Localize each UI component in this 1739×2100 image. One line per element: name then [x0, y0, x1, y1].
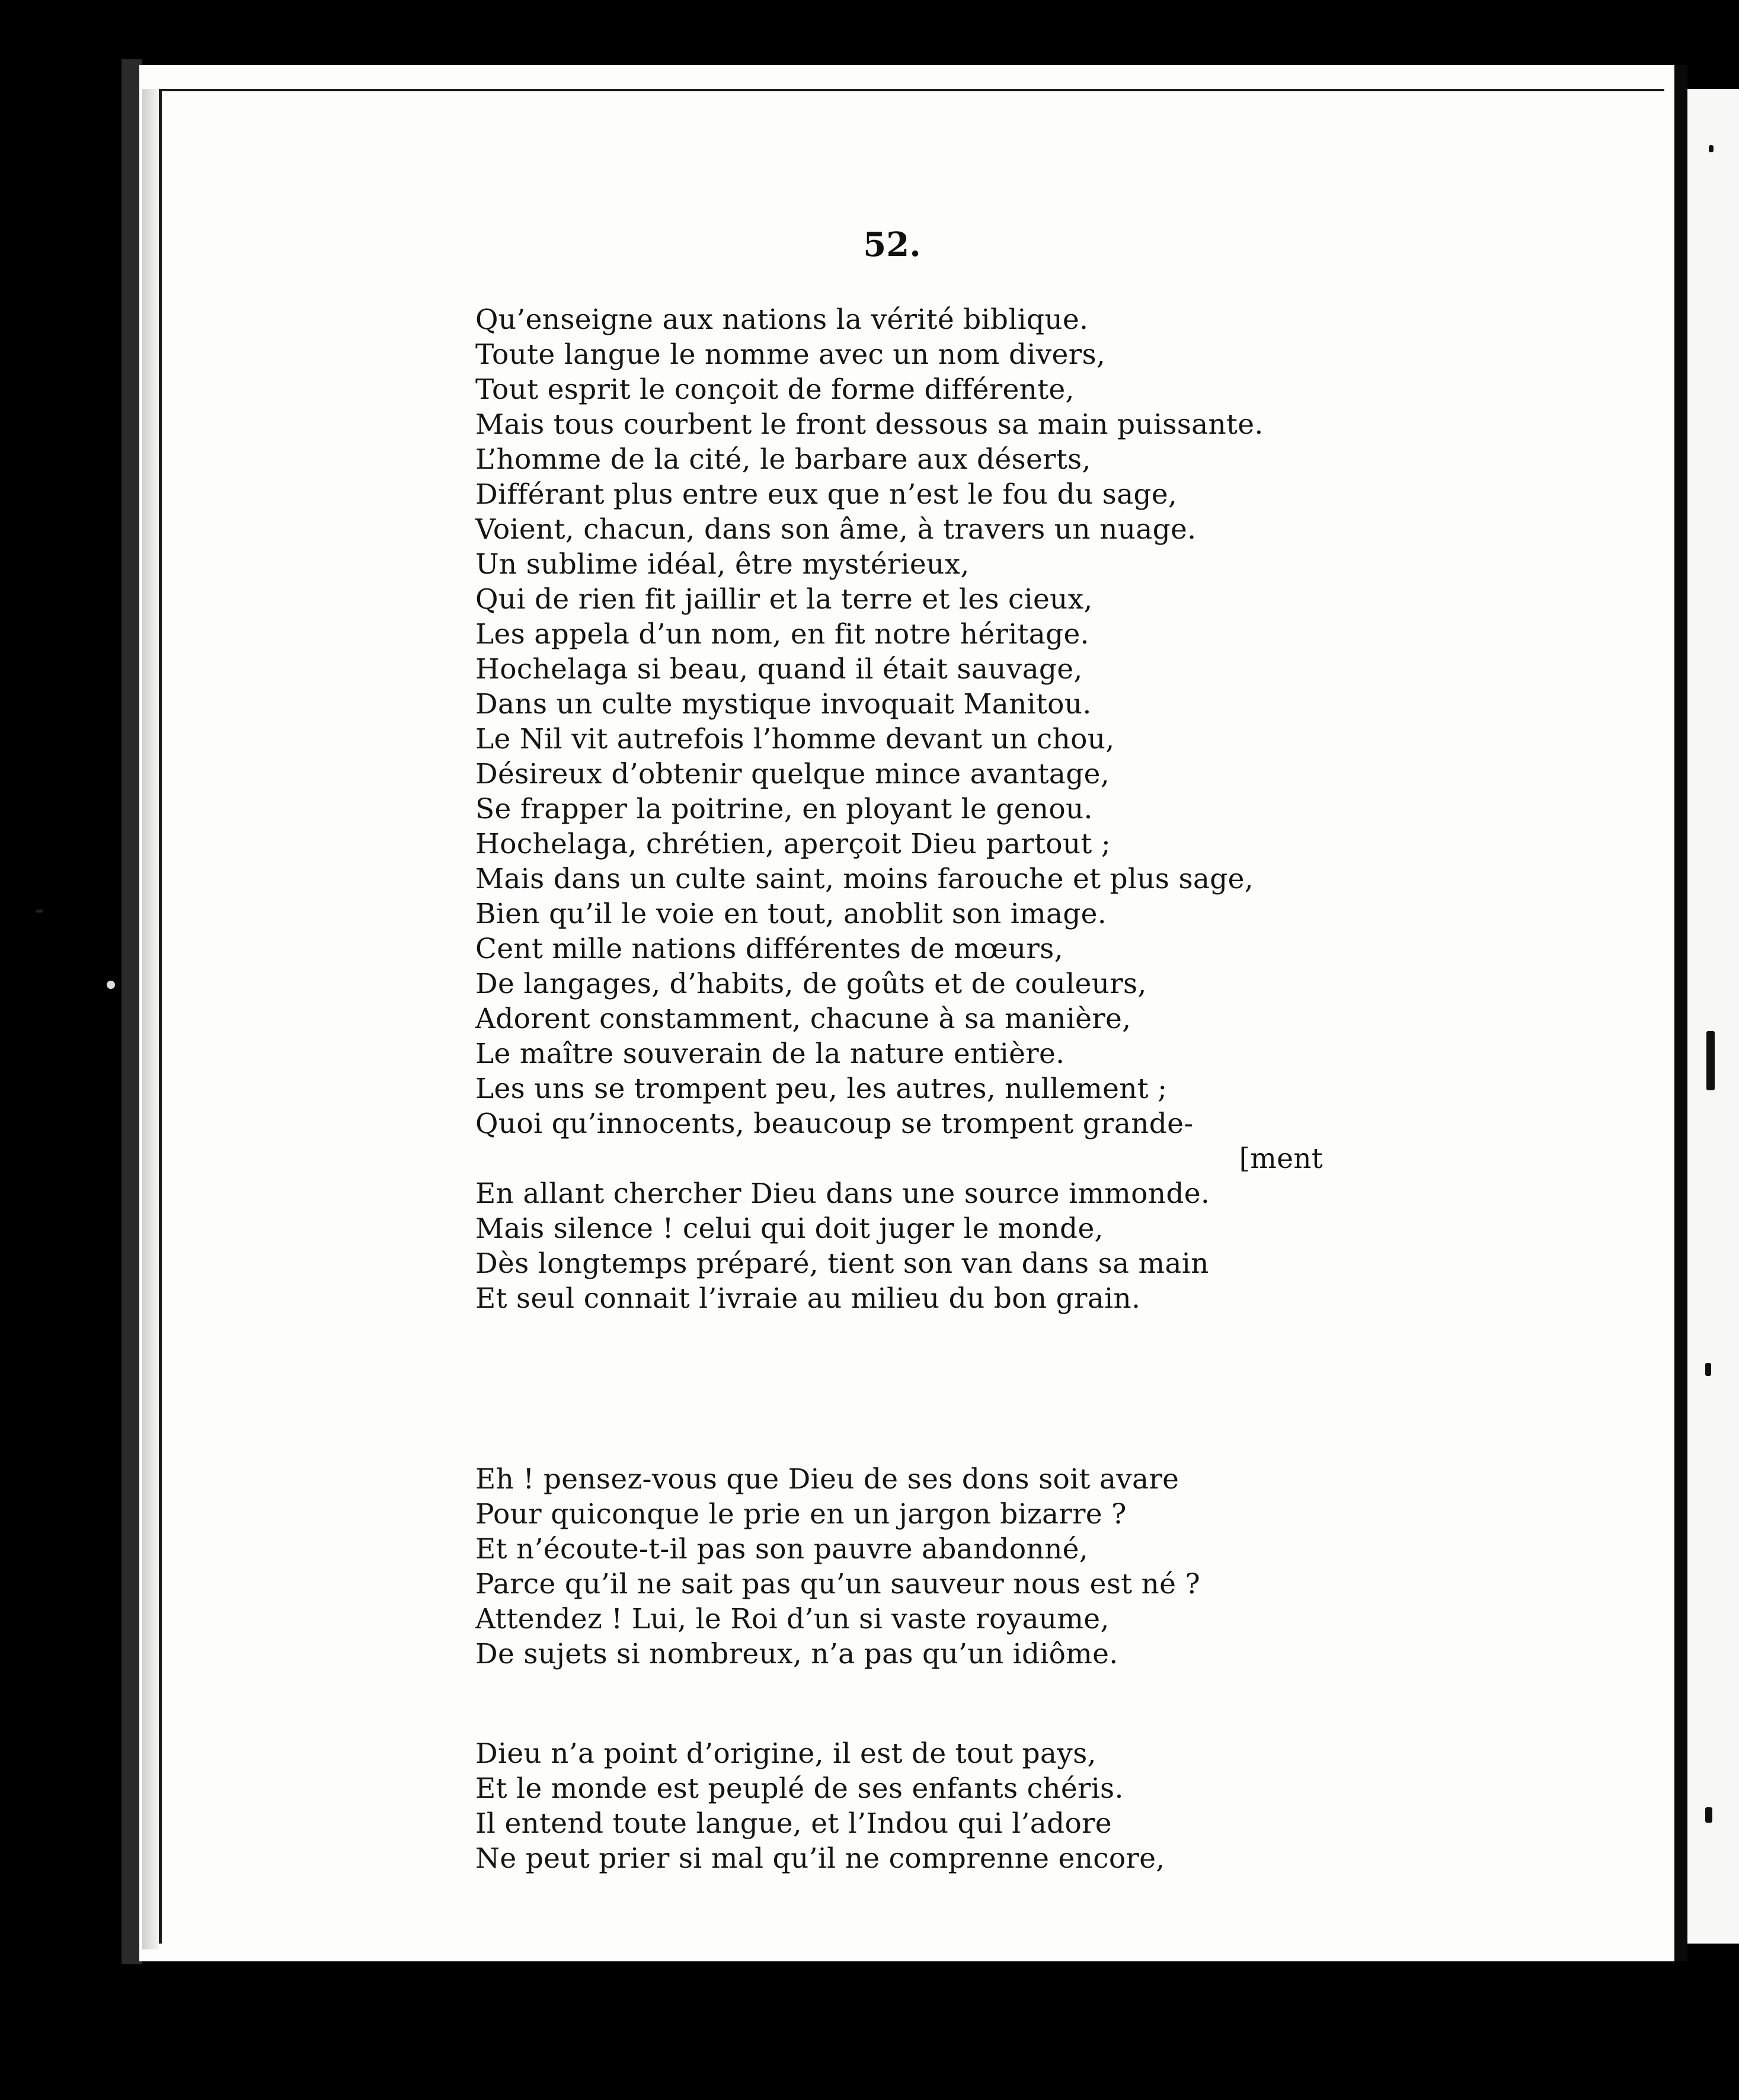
verse-line: Mais tous courbent le front dessous sa main puissante.: [475, 408, 1264, 441]
verse-line: De langages, d’habits, de goûts et de couleurs,: [475, 968, 1147, 1000]
facing-page-mark: [1709, 145, 1714, 152]
verse-line: Les appela d’un nom, en fit notre héritage.: [475, 618, 1089, 651]
facing-page-mark: [1706, 1031, 1715, 1090]
verse-line: Un sublime idéal, être mystérieux,: [475, 548, 970, 581]
verse-line: Eh ! pensez-vous que Dieu de ses dons soit avare: [475, 1463, 1179, 1496]
verse-line: Quoi qu’innocents, beaucoup se trompent grande-: [475, 1107, 1194, 1140]
verse-line: Le Nil vit autrefois l’homme devant un chou,: [475, 723, 1115, 756]
verse-line: Parce qu’il ne sait pas qu’un sauveur nous est né ?: [475, 1568, 1200, 1600]
verse-line: Dieu n’a point d’origine, il est de tout pays,: [475, 1737, 1097, 1770]
verse-line: Voient, chacun, dans son âme, à travers un nuage.: [475, 513, 1197, 546]
margin-speck: [107, 981, 115, 989]
verse-line: Bien qu’il le voie en tout, anoblit son image.: [475, 898, 1107, 930]
verse-line: Tout esprit le conçoit de forme différente,: [475, 373, 1075, 406]
facing-page-mark: [1705, 1363, 1711, 1376]
verse-line: Et le monde est peuplé de ses enfants chéris.: [475, 1772, 1124, 1805]
margin-speck: [36, 910, 43, 913]
stanza-3: [475, 1736, 1165, 1876]
verse-line: Toute langue le nomme avec un nom divers,: [475, 338, 1106, 371]
book-gutter: [1674, 65, 1687, 1961]
verse-line: Il entend toute langue, et l’Indou qui l’adore: [475, 1807, 1112, 1840]
facing-page-mark: [1705, 1807, 1712, 1823]
stanza-2: [475, 1462, 1200, 1672]
verse-line: L’homme de la cité, le barbare aux déserts,: [475, 443, 1091, 476]
verse-line: Désireux d’obtenir quelque mince avantage,: [475, 758, 1110, 790]
verse-line: Le maître souverain de la nature entière.: [475, 1038, 1065, 1070]
verse-line: Ne peut prier si mal qu’il ne comprenne encore,: [475, 1842, 1165, 1875]
verse-line: Dans un culte mystique invoquait Manitou.: [475, 688, 1092, 721]
verse-line: [ment: [1239, 1142, 1323, 1175]
verse-line: Mais silence ! celui qui doit juger le monde,: [475, 1212, 1104, 1245]
verse-line: Attendez ! Lui, le Roi d’un si vaste royaume,: [475, 1603, 1110, 1635]
verse-line: Et n’écoute-t-il pas son pauvre abandonné,: [475, 1533, 1089, 1566]
facing-page-edge: [1687, 89, 1739, 1944]
verse-line: Mais dans un culte saint, moins farouche et plus sage,: [475, 863, 1254, 895]
verse-line: De sujets si nombreux, n’a pas qu’un idiôme.: [475, 1638, 1118, 1670]
verse-line: Hochelaga, chrétien, aperçoit Dieu partout ;: [475, 828, 1111, 860]
verse-line: Hochelaga si beau, quand il était sauvage,: [475, 653, 1083, 686]
verse-line: Différant plus entre eux que n’est le fou du sage,: [475, 478, 1178, 511]
stanza-1: [475, 302, 1323, 1316]
verse-line: Se frapper la poitrine, en ployant le genou.: [475, 793, 1093, 825]
page-number: 52.: [863, 225, 921, 264]
page-binding-shadow: [142, 89, 159, 1949]
verse-line: Pour quiconque le prie en un jargon bizarre ?: [475, 1498, 1127, 1531]
verse-line: Qui de rien fit jaillir et la terre et les cieux,: [475, 583, 1093, 616]
verse-line: En allant chercher Dieu dans une source immonde.: [475, 1177, 1210, 1210]
verse-line: Les uns se trompent peu, les autres, nullement ;: [475, 1073, 1168, 1105]
verse-line: Cent mille nations différentes de mœurs,: [475, 933, 1063, 965]
verse-line: Et seul connait l’ivraie au milieu du bon grain.: [475, 1282, 1141, 1315]
verse-line: Qu’enseigne aux nations la vérité biblique.: [475, 303, 1089, 336]
verse-line: Adorent constamment, chacune à sa manière,: [475, 1003, 1131, 1035]
verse-line: Dès longtemps préparé, tient son van dans sa main: [475, 1247, 1209, 1280]
